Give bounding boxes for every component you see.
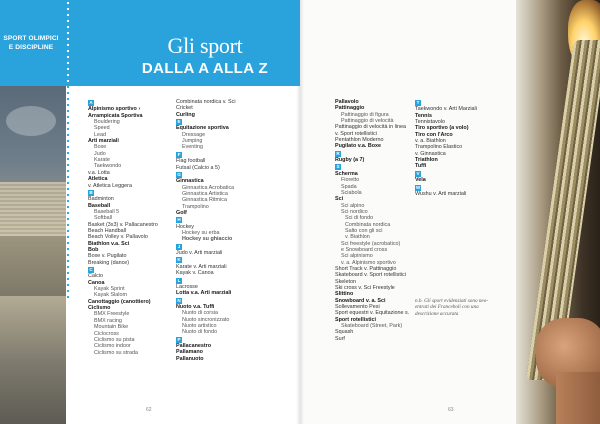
index-column-3 xyxy=(335,99,409,342)
index-entry: Cricket xyxy=(176,105,193,112)
letter-heading: N xyxy=(177,297,181,303)
index-entry: Trampolino Elastico xyxy=(415,144,463,151)
index-entry: v. a. Biathlon xyxy=(415,138,446,145)
index-entry: Pattinaggio di figura xyxy=(341,111,389,118)
index-entry: Pallavolo xyxy=(335,99,359,105)
index-entry: Pattinaggio xyxy=(335,105,365,112)
letter-heading-wrap xyxy=(176,277,236,284)
index-entry: Curling xyxy=(176,111,195,118)
index-entry: Wushu v. Arti marziali xyxy=(415,190,467,197)
index-entry: Calcio xyxy=(88,273,103,280)
index-entry: Lead xyxy=(94,131,106,138)
index-entry: Tennistavolo xyxy=(415,119,445,126)
letter-heading: E xyxy=(177,119,181,125)
index-entry: Bob xyxy=(88,247,99,253)
letter-heading-wrap xyxy=(415,99,477,106)
index-entry: Judo xyxy=(94,150,106,157)
index-entry: v. a. Alpinismo sportivo xyxy=(341,259,396,266)
index-entry: Beach Volley v. Pallavolo xyxy=(88,234,148,241)
letter-heading: K xyxy=(177,257,181,263)
index-entry: Ciclismo su strada xyxy=(94,349,139,356)
index-entry: Taekwondo xyxy=(94,163,122,170)
index-entry: Ciclismo su pista xyxy=(94,336,135,343)
index-entry: Fioretto xyxy=(341,177,360,184)
letter-heading: B xyxy=(89,189,93,195)
index-entry: Pattinaggio di velocità xyxy=(341,118,394,125)
letter-heading: J xyxy=(177,243,181,249)
index-entry: Trampolino xyxy=(182,203,209,210)
index-entry: Nuoto sincronizzato xyxy=(182,316,230,323)
letter-heading-wrap xyxy=(176,118,236,125)
letter-heading: V xyxy=(416,170,420,176)
index-entry: Short Track v. Pattinaggio xyxy=(335,266,397,273)
index-entry: Taekwondo v. Arti Marziali xyxy=(415,106,477,113)
index-entry: Salto con gli sci xyxy=(345,227,383,234)
index-entry: Mountain Bike xyxy=(94,324,129,331)
index-entry: Hockey xyxy=(176,223,194,230)
index-entry: Canoa xyxy=(88,279,105,286)
index-entry: Arti marziali xyxy=(88,138,119,145)
index-entry: Pattinaggio di velocità in linea xyxy=(335,124,407,131)
index-entry: Dressage xyxy=(182,131,206,138)
letter-heading-wrap xyxy=(176,151,236,158)
section-tab-line2: E DISCIPLINE xyxy=(8,44,54,51)
stadium-photo xyxy=(0,86,66,424)
index-column-4 xyxy=(415,99,477,197)
index-entry: Skateboard (Street, Park) xyxy=(341,323,403,330)
letter-heading-wrap xyxy=(88,189,158,196)
page-number-right: 63 xyxy=(448,407,454,413)
photo-field xyxy=(0,236,66,296)
index-entry: Sport rotellistici xyxy=(335,316,377,323)
letter-heading: R xyxy=(336,150,340,156)
index-entry: Kayak Sprint xyxy=(94,286,125,293)
index-entry: v. Atletica Leggera xyxy=(88,182,132,189)
photo-sky xyxy=(6,106,56,136)
olympic-torch-photo xyxy=(516,0,600,424)
index-entry: Skeleton xyxy=(335,278,356,285)
index-entry: Baseball xyxy=(88,202,111,209)
index-entry: Jumping xyxy=(182,138,203,145)
dotted-rule-banner xyxy=(66,0,70,86)
index-entry: BMX racing xyxy=(94,317,122,324)
index-entry: Surf xyxy=(335,335,345,342)
index-entry: Triathlon xyxy=(415,157,438,164)
letter-heading-wrap xyxy=(88,99,158,106)
letter-heading-wrap xyxy=(176,243,236,250)
index-entry: Tiro sportivo (a volo) xyxy=(415,125,469,132)
letter-heading: W xyxy=(415,184,421,190)
index-entry: Sollevamento Pesi xyxy=(335,304,380,311)
index-column-2 xyxy=(176,99,236,362)
index-entry: Pentathlon Moderno xyxy=(335,137,384,144)
index-entry: Pallamano xyxy=(176,349,203,356)
index-entry: Ginnastica xyxy=(176,178,204,185)
index-column-1 xyxy=(88,99,158,356)
index-entry: e Snowboard cross xyxy=(341,247,388,253)
index-entry: Nuoto di corsia xyxy=(182,310,218,317)
index-entry: Boxe xyxy=(94,144,107,151)
index-entry: Sci alpino xyxy=(341,202,365,209)
letter-heading-wrap xyxy=(176,256,236,263)
index-entry: Rugby (a 7) xyxy=(335,157,365,164)
index-entry: Bouldering xyxy=(94,119,120,126)
index-entry: Tennis xyxy=(415,112,432,119)
index-entry: Nuoto artistico xyxy=(182,323,217,330)
index-entry: Alpinismo sportivo › xyxy=(88,106,141,113)
index-entry: Sci xyxy=(335,196,344,203)
letter-heading: A xyxy=(89,100,93,105)
index-entry: Arrampicata Sportiva xyxy=(88,112,143,119)
index-entry: Ski cross v. Sci Freestyle xyxy=(335,285,395,292)
page-heading xyxy=(120,34,290,78)
index-entry: Sci alpinismo xyxy=(341,253,373,260)
letter-heading: C xyxy=(89,267,93,273)
index-entry: Boxe v. Pugilato xyxy=(88,253,127,260)
index-entry: Atletica xyxy=(88,176,108,183)
index-entry: Lotta v.a. Arti marziali xyxy=(176,290,232,297)
index-entry: Badminton xyxy=(88,196,114,203)
index-entry: Spada xyxy=(341,183,357,190)
index-entry: Combinata nordica v. Sci xyxy=(176,99,236,105)
index-entry: Snowboard v. a. Sci xyxy=(335,297,386,304)
letter-heading: H xyxy=(177,217,181,223)
index-entry: Futsal (Calcio a 5) xyxy=(176,164,220,171)
index-entry: Pallacanestro xyxy=(176,343,212,350)
letter-heading-wrap xyxy=(176,216,236,223)
letter-heading-wrap xyxy=(176,297,236,304)
index-entry: v.a. Lotta xyxy=(88,169,110,176)
footnote: n.b. Gli sport evidenziati sono neo-entrati dei Franceboli con una descrizione accurata xyxy=(415,298,489,317)
index-entry: Pugilato v.a. Boxe xyxy=(335,143,382,150)
index-entry: Pallanuoto xyxy=(176,355,204,362)
index-entry: Slittino xyxy=(335,291,354,298)
index-entry: Squash xyxy=(335,329,354,336)
page-title: Gli sport xyxy=(167,33,243,58)
index-entry: Karate v. Arti marziali xyxy=(176,263,227,270)
index-entry: Sport equestri v. Equitazione s. xyxy=(335,310,410,317)
index-entry: v. Ginnastica xyxy=(415,150,446,157)
letter-heading-wrap xyxy=(176,171,236,178)
index-entry: Kayak Slalom xyxy=(94,292,127,299)
letter-heading: P xyxy=(177,336,181,342)
index-entry: Speed xyxy=(94,125,110,132)
index-entry: Flag football xyxy=(176,158,206,165)
index-entry: Baseball 5 xyxy=(94,208,120,215)
page-subtitle: DALLA A ALLA Z xyxy=(141,60,269,77)
index-entry: Ginnastica Ritmica xyxy=(182,197,227,204)
photo-stands xyxy=(0,182,66,236)
index-entry: Combinata nordica xyxy=(345,221,391,228)
index-entry: Ginnastica Acrobatica xyxy=(182,184,235,191)
index-entry: Breaking (dance) xyxy=(88,259,130,266)
index-entry: Sci freestyle (acrobatico) xyxy=(341,240,401,247)
index-entry: Ciclocross xyxy=(94,330,119,337)
index-entry: Hockey su erba xyxy=(182,230,220,237)
index-entry: Lacrosse xyxy=(176,283,198,290)
index-entry: Beach Handball xyxy=(88,227,127,234)
index-entry: Biathlon v.a. Sci xyxy=(88,240,130,247)
page-number-left: 62 xyxy=(146,407,152,413)
section-tab xyxy=(0,34,62,74)
index-entry: Skateboard v. Sport rotellistici xyxy=(335,272,406,279)
letter-heading: F xyxy=(177,151,181,157)
index-entry: v. Biathlon xyxy=(345,234,370,241)
letter-heading-wrap xyxy=(335,150,409,157)
index-entry: Ciclismo xyxy=(88,305,111,312)
letter-heading: S xyxy=(336,164,340,170)
index-entry: Nuoto di fondo xyxy=(182,329,218,336)
letter-heading: T xyxy=(416,100,420,105)
index-entry: Sciabola xyxy=(341,189,362,196)
index-entry: Vela xyxy=(415,177,426,184)
index-entry: Sci nordico xyxy=(341,208,368,215)
index-entry: Sci di fondo xyxy=(345,215,374,222)
index-entry: Golf xyxy=(176,209,187,216)
index-entry: Basket (3x3) v. Pallacanestro xyxy=(88,221,158,228)
letter-heading: L xyxy=(177,277,181,283)
index-entry: Nuoto v.a. Tuffi xyxy=(176,304,215,311)
index-entry: Ginnastica Artistica xyxy=(182,190,228,197)
index-entry: Ciclismo indoor xyxy=(94,343,131,350)
index-entry: Kayak v. Canoa xyxy=(176,270,214,277)
index-entry: Tiro con l'Arco xyxy=(415,131,453,138)
index-entry: Equitazione sportiva xyxy=(176,125,229,132)
index-entry: BMX Freestyle xyxy=(94,311,130,318)
index-entry: Tuffi xyxy=(415,163,427,170)
letter-heading: G xyxy=(177,171,181,177)
index-entry: v. Sport rotellistici xyxy=(335,130,377,137)
index-entry: Softball xyxy=(94,215,112,222)
index-entry: Eventing xyxy=(182,144,203,151)
letter-heading-wrap xyxy=(176,336,236,343)
index-entry: Karate xyxy=(94,157,110,164)
index-entry: Judo v. Arti marziali xyxy=(176,250,223,257)
section-tab-line1: SPORT OLIMPICI xyxy=(3,35,59,42)
letter-heading-wrap xyxy=(88,266,158,273)
torch-arm xyxy=(556,372,600,424)
letter-heading-wrap xyxy=(415,170,477,177)
index-entry: Canottaggio (canottiero) xyxy=(88,298,151,305)
index-entry: Scherma xyxy=(335,170,358,177)
letter-heading-wrap xyxy=(415,184,477,191)
index-entry: Hockey su ghiaccio xyxy=(182,236,233,243)
letter-heading-wrap xyxy=(335,163,409,170)
